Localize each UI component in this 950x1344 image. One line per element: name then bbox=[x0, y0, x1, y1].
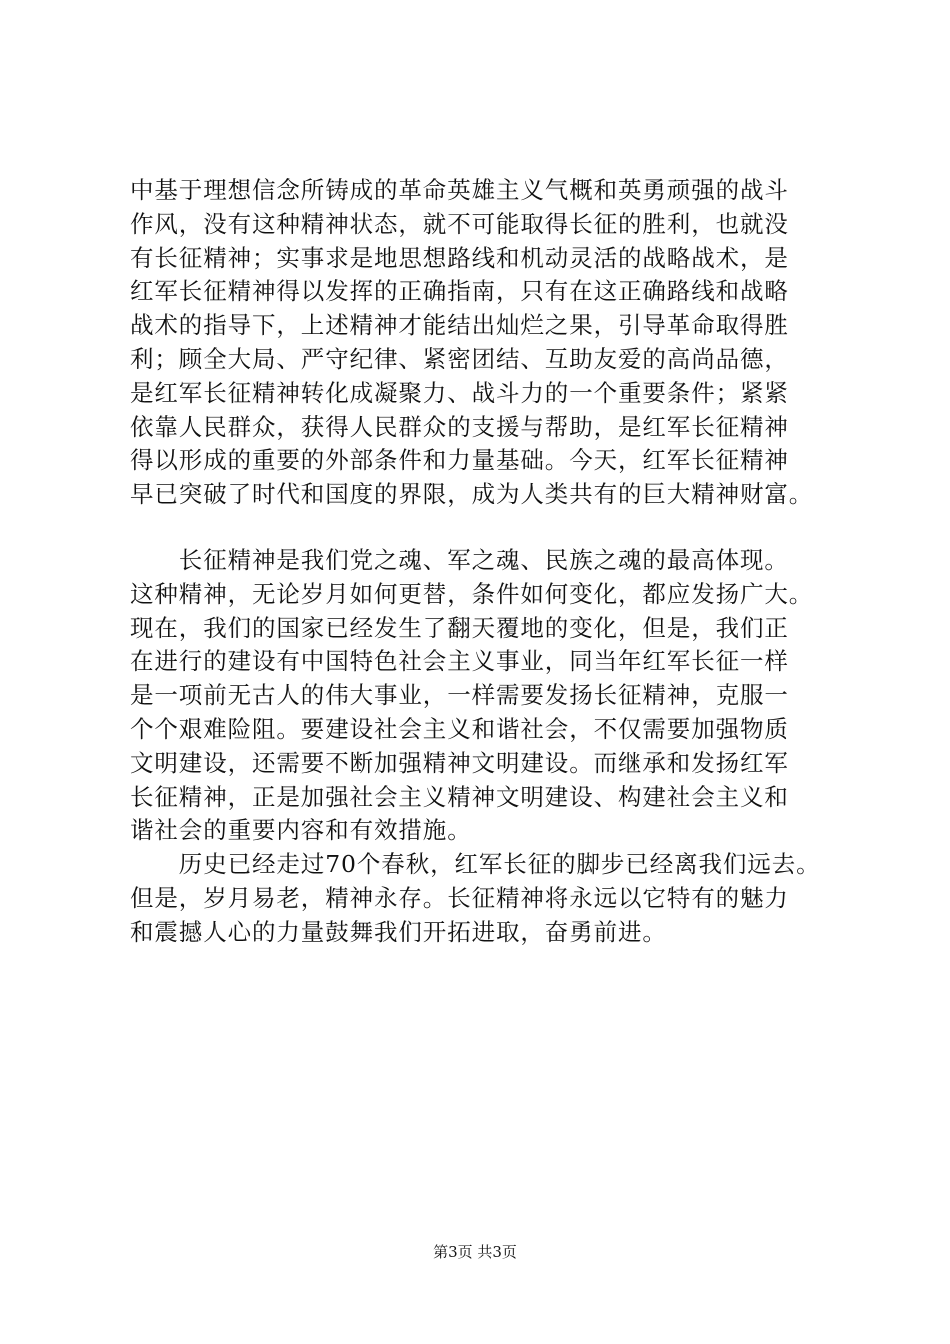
text-line: 早已突破了时代和国度的界限，成为人类共有的巨大精神财富。 bbox=[130, 480, 814, 509]
text-line: 但是，岁月易老，精神永存。长征精神将永远以它特有的魅力 bbox=[130, 883, 789, 912]
text-line: 现在，我们的国家已经发生了翻天覆地的变化，但是，我们正 bbox=[130, 613, 789, 642]
page-footer bbox=[0, 1242, 950, 1262]
text-line: 是红军长征精神转化成凝聚力、战斗力的一个重要条件；紧紧 bbox=[130, 378, 789, 407]
document-body bbox=[130, 174, 830, 950]
text-line: 战术的指导下，上述精神才能结出灿烂之果，引导革命取得胜 bbox=[130, 311, 789, 340]
text-line: 这种精神，无论岁月如何更替，条件如何变化，都应发扬广大。 bbox=[130, 579, 814, 608]
text-line: 谐社会的重要内容和有效措施。 bbox=[130, 816, 472, 845]
text-line: 利；顾全大局、严守纪律、紧密团结、互助友爱的高尚品德， bbox=[130, 344, 789, 373]
text-line: 得以形成的重要的外部条件和力量基础。今天，红军长征精神 bbox=[130, 446, 789, 475]
paragraph-spacer bbox=[130, 512, 830, 544]
text-line: 历史已经走过70个春秋，红军长征的脚步已经离我们远去。 bbox=[130, 850, 821, 879]
text-line: 是一项前无古人的伟大事业，一样需要发扬长征精神，克服一 bbox=[130, 681, 789, 710]
text-line: 长征精神，正是加强社会主义精神文明建设、构建社会主义和 bbox=[130, 782, 789, 811]
text-line: 作风，没有这种精神状态，就不可能取得长征的胜利，也就没 bbox=[130, 209, 789, 238]
page-number-label: 第3页 共3页 bbox=[433, 1243, 517, 1261]
text-line: 中基于理想信念所铸成的革命英雄主义气概和英勇顽强的战斗 bbox=[130, 176, 789, 204]
text-line: 红军长征精神得以发挥的正确指南，只有在这正确路线和战略 bbox=[130, 277, 789, 306]
paragraph-1 bbox=[130, 174, 830, 512]
paragraph-3 bbox=[130, 848, 830, 949]
paragraph-2 bbox=[130, 544, 830, 848]
text-line: 长征精神是我们党之魂、军之魂、民族之魂的最高体现。 bbox=[130, 545, 789, 574]
text-line: 依靠人民群众，获得人民群众的支援与帮助，是红军长征精神 bbox=[130, 412, 789, 441]
text-line: 和震撼人心的力量鼓舞我们开拓进取，奋勇前进。 bbox=[130, 917, 667, 946]
text-line: 个个艰难险阻。要建设社会主义和谐社会，不仅需要加强物质 bbox=[130, 714, 789, 743]
text-line: 在进行的建设有中国特色社会主义事业，同当年红军长征一样 bbox=[130, 647, 789, 676]
text-line: 文明建设，还需要不断加强精神文明建设。而继承和发扬红军 bbox=[130, 748, 789, 777]
text-line: 有长征精神；实事求是地思想路线和机动灵活的战略战术，是 bbox=[130, 243, 789, 272]
